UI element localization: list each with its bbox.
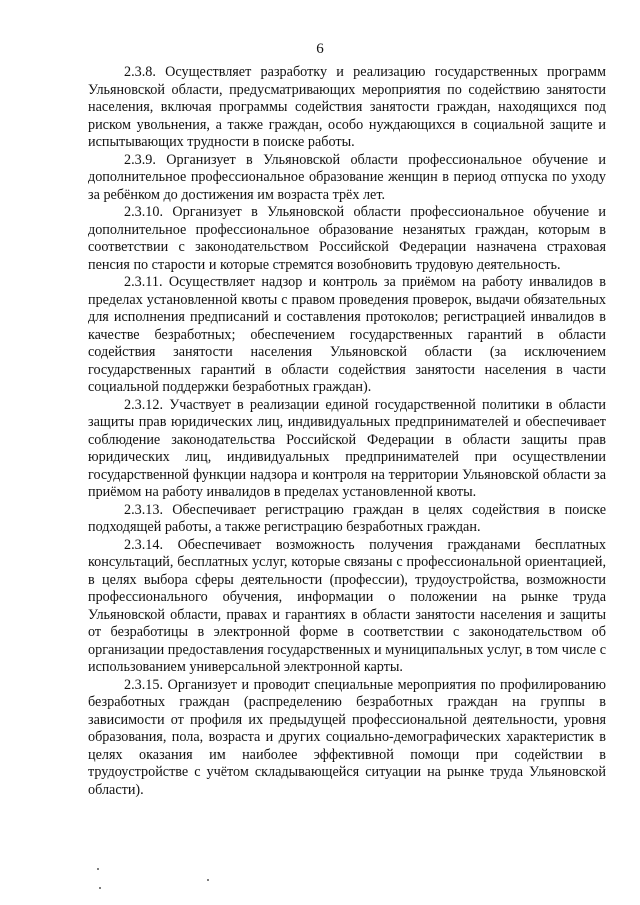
paragraph-2-3-13: 2.3.13. Обеспечивает регистрацию граждан в целях содействия в поиске подходящей работы, а также регистрацию безработных граждан. <box>88 501 606 535</box>
paragraph-2-3-14: 2.3.14. Обеспечивает возможность получения гражданами бесплатных консультаций, бесплатных услуг, которые связаны с профессиональной ориентацией, в целях выбора сферы деятельности (профессии), трудоустройства, возможности профессионального обучения, информации о положении на рынке труда Ульяновской области, правах и гарантиях в области занятости населения и защиты от безработицы в электронной форме в соответствии с законодательством об организации предоставления государственных и муниципальных услуг, в том числе с использованием универсальной электронной карты. <box>88 536 606 675</box>
paragraph-2-3-9: 2.3.9. Организует в Ульяновской области профессиональное обучение и дополнительное профессиональное образование женщин в период отпуска по уходу за ребёнком до достижения им возраста трёх лет. <box>88 151 606 203</box>
scan-speck <box>99 887 101 889</box>
paragraph-2-3-10: 2.3.10. Организует в Ульяновской области профессиональное обучение и дополнительное профессиональное образование незанятых граждан, которым в соответствии с законодательством Российской Федерации назначена страховая пенсия по старости и которые стремятся возобновить трудовую деятельность. <box>88 204 606 273</box>
scan-speck <box>207 879 209 881</box>
page-number: 6 <box>316 41 324 57</box>
paragraph-2-3-15: 2.3.15. Организует и проводит специальные мероприятия по профилированию безработных граждан (распределению безработных граждан на группы в зависимости от профиля их предыдущей профессиональной деятельности, уровня образования, пола, возраста и других социально-демографических характеристик в целях оказания им наиболее эффективной помощи при содействии в трудоустройстве с учётом складывающейся ситуации на рынке труда Ульяновской области). <box>88 676 606 798</box>
paragraph-2-3-12: 2.3.12. Участвует в реализации единой государственной политики в области защиты прав юридических лиц, индивидуальных предпринимателей и обеспечивает соблюдение законодательства Российской Федерации в области защиты прав юридических лиц, индивидуальных предпринимателей при осуществлении государственной функции надзора и контроля на территории Ульяновской области за приёмом на работу инвалидов в пределах установленной квоты. <box>88 396 606 500</box>
scan-speck <box>97 868 99 870</box>
paragraph-2-3-11: 2.3.11. Осуществляет надзор и контроль за приёмом на работу инвалидов в пределах установленной квоты с правом проведения проверок, выдачи обязательных для исполнения предписаний и составления протоколов; регистрацией инвалидов в качестве безработных; обеспечением государственных гарантий в области содействия занятости населения Ульяновской области (за исключением государственных гарантий в области содействия занятости населения в части социальной поддержки безработных граждан). <box>88 274 606 395</box>
document-body <box>88 64 606 799</box>
paragraph-2-3-8: 2.3.8. Осуществляет разработку и реализацию государственных программ Ульяновской области, предусматривающих мероприятия по содействию занятости населения, включая программы содействия занятости граждан, находящихся под риском увольнения, а также граждан, особо нуждающихся в социальной защите и испытывающих трудности в поиске работы. <box>88 64 606 150</box>
